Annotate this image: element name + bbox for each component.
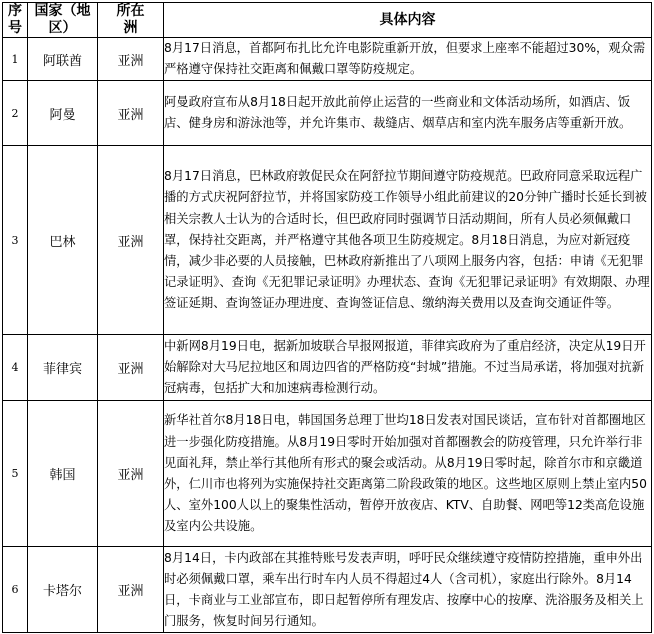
row-content: 阿曼政府宣布从8月18日起开放此前停止运营的一些商业和文体活动场所，如酒店、饭店、健身房和游泳池等，并允许集市、裁缝店、烟草店和室内洗车服务店等重新开放。 [164, 81, 652, 146]
row-country: 巴林 [28, 146, 98, 335]
row-index: 4 [3, 335, 28, 401]
row-country: 菲律宾 [28, 335, 98, 401]
table-row [3, 146, 652, 335]
row-continent: 亚洲 [98, 81, 164, 146]
row-country: 韩国 [28, 401, 98, 547]
row-index: 2 [3, 81, 28, 146]
row-continent: 亚洲 [98, 335, 164, 401]
row-content: 8月14日，卡内政部在其推特账号发表声明，呼吁民众继续遵守疫情防控措施，重申外出时必须佩戴口罩，乘车出行时车内人员不得超过4人（含司机），家庭出行除外。8月14日，卡商业与工业部宣布，即日起暂停所有理发店、按摩中心的按摩、洗浴服务及相关上门服务，恢复时间另行通知。 [164, 547, 652, 633]
row-country: 卡塔尔 [28, 547, 98, 633]
row-continent: 亚洲 [98, 401, 164, 547]
table-row [3, 335, 652, 401]
table-row [3, 547, 652, 633]
row-continent: 亚洲 [98, 547, 164, 633]
row-index: 3 [3, 146, 28, 335]
header-index: 序号 [3, 3, 28, 38]
header-continent: 所在洲 [98, 3, 164, 38]
epidemic-measures-table [2, 2, 652, 633]
row-index: 1 [3, 38, 28, 81]
row-index: 6 [3, 547, 28, 633]
row-content: 中新网8月19日电，据新加坡联合早报网报道，菲律宾政府为了重启经济，决定从19日开始解除对大马尼拉地区和周边四省的严格防疫“封城”措施。不过当局承诺，将加强对抗新冠病毒，包括扩大和加速病毒检测行动。 [164, 335, 652, 401]
table-row [3, 38, 652, 81]
row-content: 8月17日消息，巴林政府敦促民众在阿舒拉节期间遵守防疫规范。巴政府同意采取远程广播的方式庆祝阿舒拉节，并将国家防疫工作领导小组此前建议的20分钟广播时长延长到被相关宗教人士认为的合适时长，但巴政府同时强调节日活动期间，所有人员必须佩戴口罩，保持社交距离，并严格遵守其他各项卫生防疫规定。8月18日消息，为应对新冠疫情，减少非必要的人员接触，巴林政府新推出了八项网上服务内容，包括：申请《无犯罪记录证明》、查询《无犯罪记录证明》办理状态、查询《无犯罪记录证明》有效期限、办理签证延期、查询签证办理进度、查询签证信息、缴纳海关费用以及查询交通证件等。 [164, 146, 652, 335]
table-row [3, 401, 652, 547]
row-continent: 亚洲 [98, 38, 164, 81]
row-country: 阿联酋 [28, 38, 98, 81]
header-row [3, 3, 652, 38]
header-country: 国家（地区） [28, 3, 98, 38]
row-continent: 亚洲 [98, 146, 164, 335]
header-content: 具体内容 [164, 3, 652, 38]
row-index: 5 [3, 401, 28, 547]
row-content: 8月17日消息，首都阿布扎比允许电影院重新开放，但要求上座率不能超过30%，观众需严格遵守保持社交距离和佩戴口罩等防疫规定。 [164, 38, 652, 81]
row-content: 新华社首尔8月18日电，韩国国务总理丁世均18日发表对国民谈话，宣布针对首都圈地区进一步强化防疫措施。从8月19日零时开始加强对首都圈教会的防疫管理，只允许举行非见面礼拜，禁止举行其他所有形式的聚会或活动。从8月19日零时起，除首尔市和京畿道外，仁川市也将列为实施保持社交距离第二阶段政策的地区。这些地区原则上禁止室内50人、室外100人以上的聚集性活动，暂停开放夜店、KTV、自助餐、网吧等12类高危设施及室内公共设施。 [164, 401, 652, 547]
table-row [3, 81, 652, 146]
row-country: 阿曼 [28, 81, 98, 146]
